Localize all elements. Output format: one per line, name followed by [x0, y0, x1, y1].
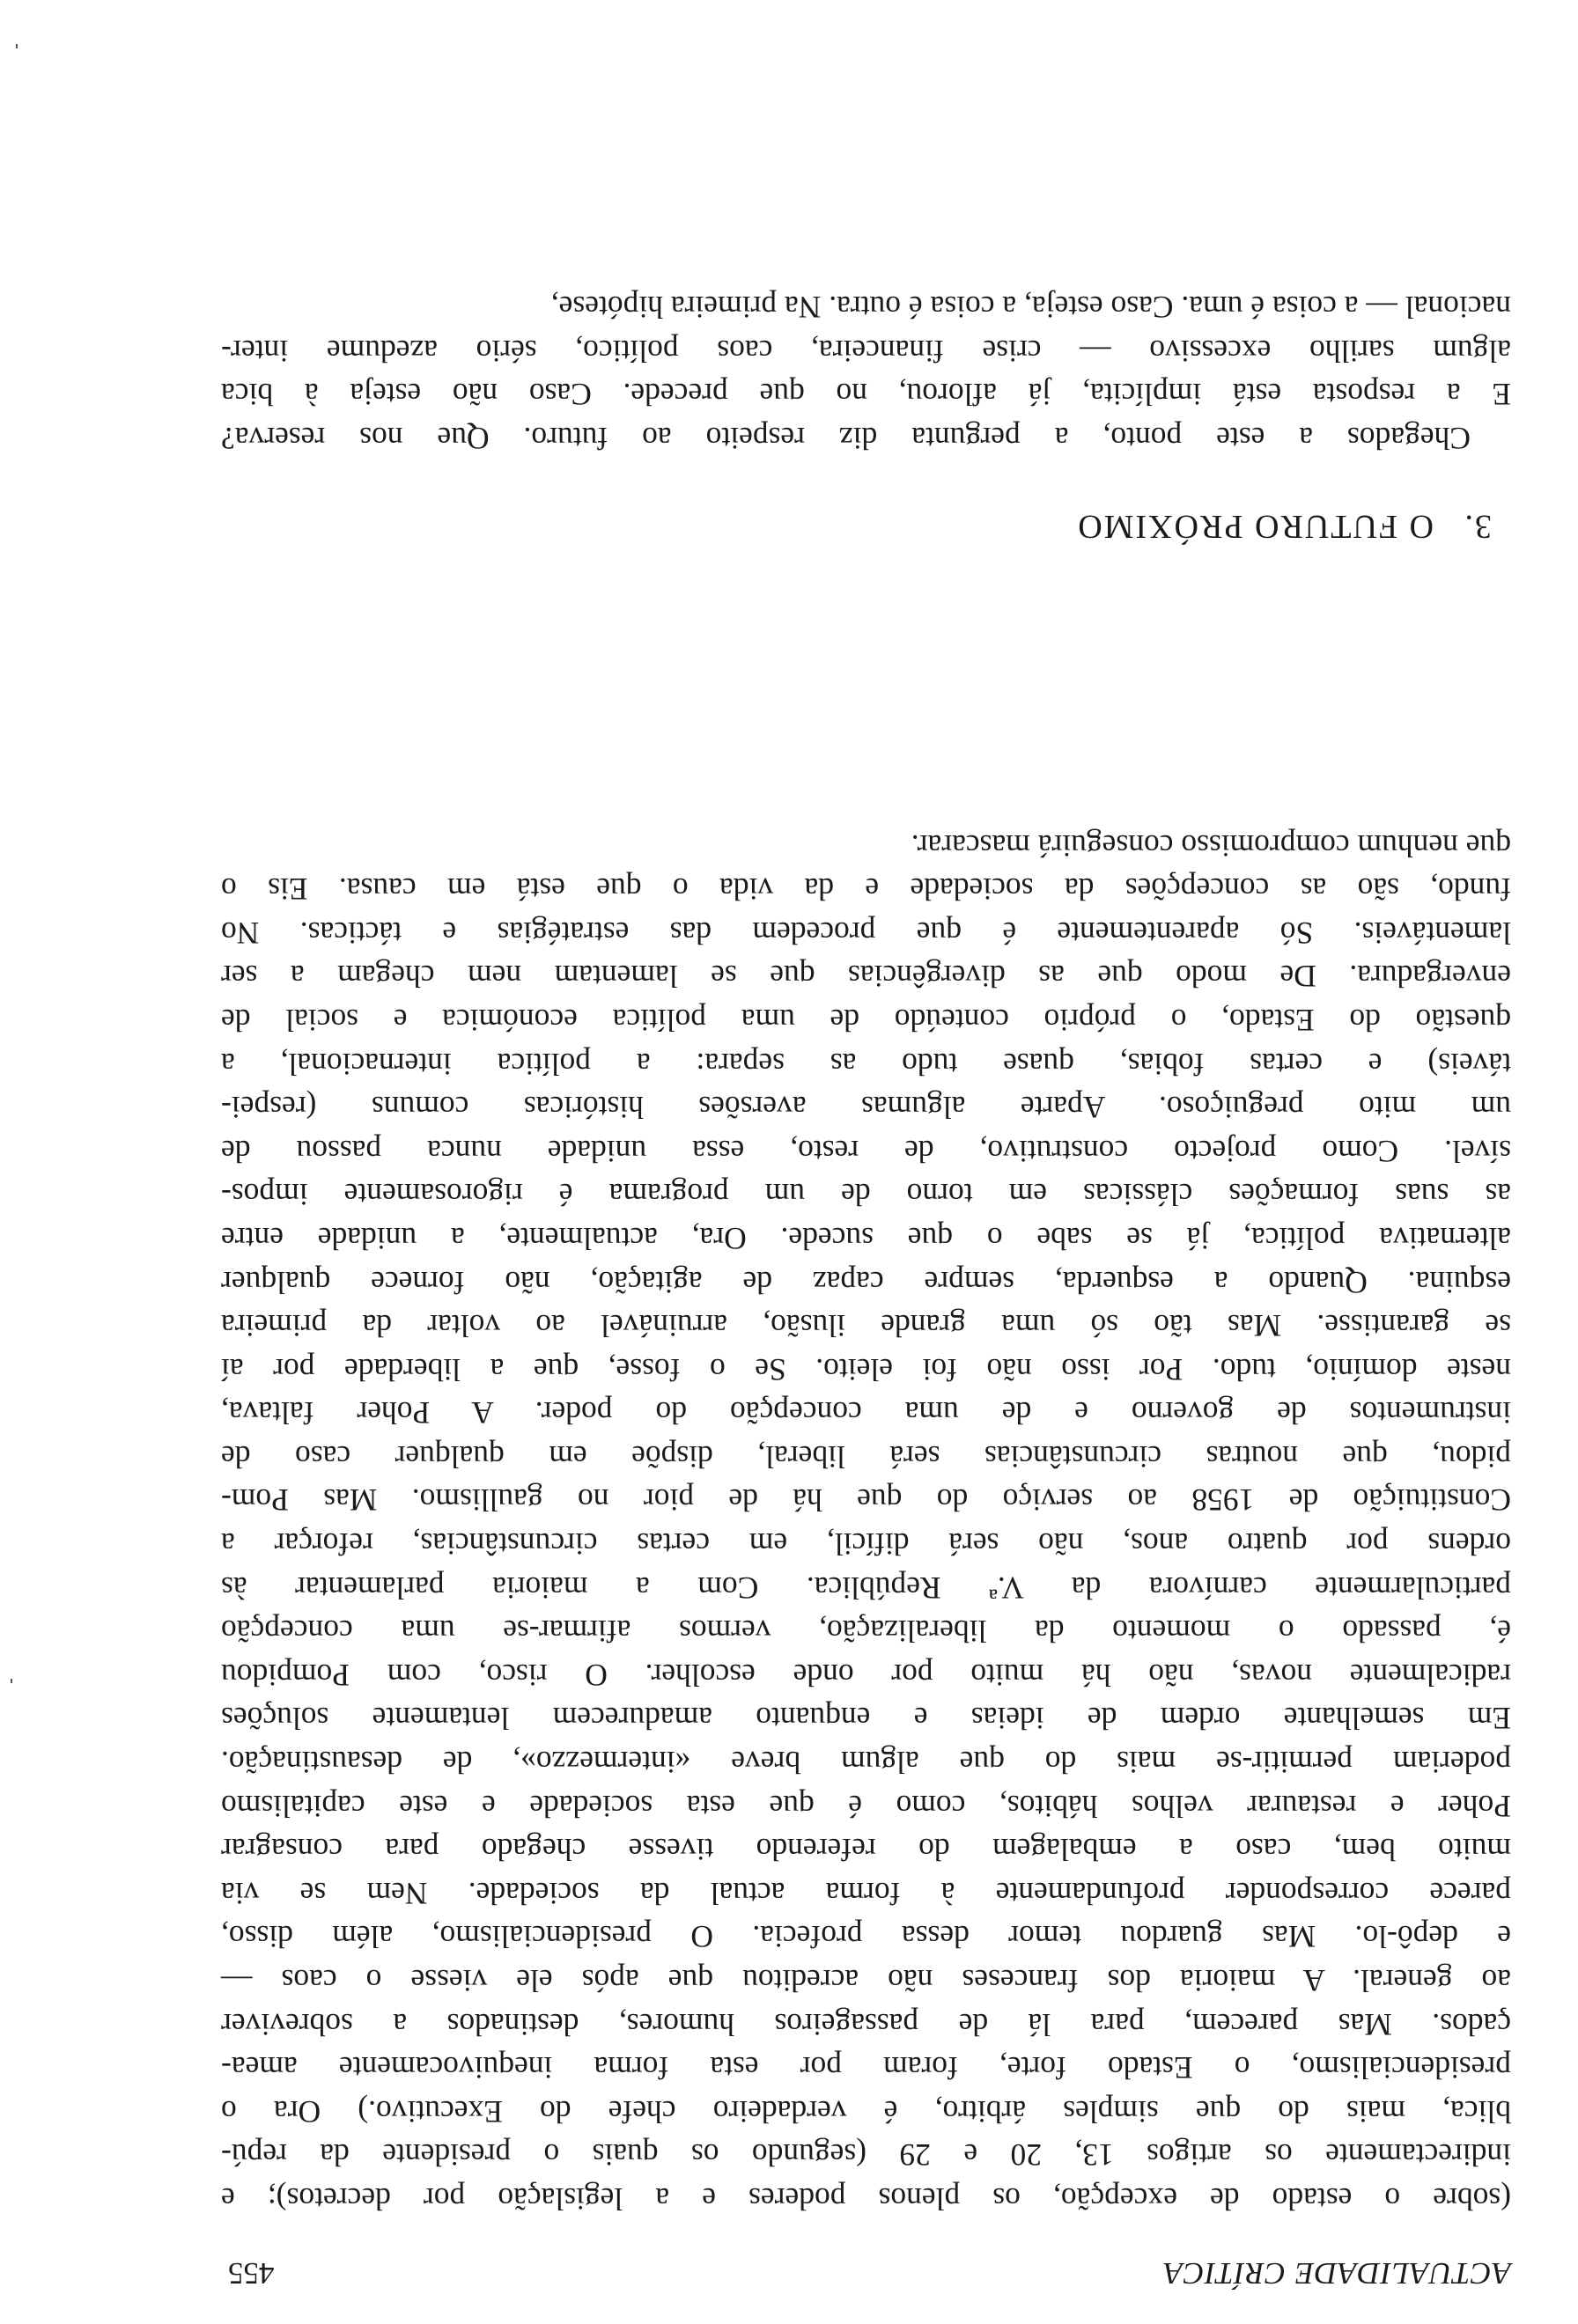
text-line: Em semelhante ordem de ideias e enquanto amadurecem lentamente soluções [221, 1701, 1511, 1737]
text-line: pidou, que noutras circunstâncias será liberal, dispõe em qualquer caso de [221, 1438, 1511, 1475]
text-line: as suas formações clássicas em torno de um programa é rigorosamente impos- [221, 1177, 1511, 1213]
text-line: Constituição de 1958 ao serviço do que há de pior no gaullismo. Mas Pom- [221, 1482, 1511, 1519]
text-line: questão do Estado, o próprio conteúdo de uma política económica e social de [221, 1002, 1511, 1038]
text-line: táveis) e certas fobias, quase tudo as separa: a política internacional, a [221, 1046, 1511, 1082]
text-line: esquina. Quando a esquerda, sempre capaz de agitação, não fornece qualquer [221, 1264, 1511, 1300]
text-line: Poher e restaurar velhos hábitos, como é que esta sociedade e este capitalismo [221, 1788, 1511, 1824]
scan-speck [11, 1679, 12, 1683]
text-line: neste domínio, tudo. Por isso não foi eleito. Se o fosse, que a liberdade por aí [221, 1351, 1511, 1387]
running-title: ACTUALIDADE CRÍTICA [1162, 2256, 1511, 2291]
text-line: sível. Como projecto construtivo, de resto, essa unidade nunca passou de [221, 1133, 1511, 1169]
section-number: 3. [1463, 508, 1492, 545]
section-heading [221, 507, 1511, 546]
text-line: (sobre o estado de excepção, os plenos poderes e a legislação por decretos); e [221, 2181, 1511, 2217]
text-line: particularmente carnívora da V.ª República. Com a maioria parlamentar às [221, 1570, 1511, 1606]
text-line: e depô-lo. Mas guardou temor dessa profecia. O presidencialismo, além disso, [221, 1919, 1511, 1955]
text-line: alternativa política, já se sabe o que sucede. Ora, actualmente, a unidade entre [221, 1220, 1511, 1256]
text-line: ordens por quatro anos, não será difícil, em certas circunstâncias, reforçar a [221, 1526, 1511, 1563]
text-line: é, passado o momento da liberalização, vermos afirmar-se uma concepção [221, 1614, 1511, 1650]
scan-speck [16, 44, 18, 48]
page-number: 455 [228, 2256, 275, 2291]
text-line: blica, mais do que simples árbitro, é verdadeiro chefe do Executivo.) Ora o [221, 2093, 1511, 2129]
text-line: ao general. A maioria dos franceses não acreditou que após ele viesse o caos — [221, 1963, 1511, 1999]
running-head [221, 2247, 1511, 2291]
text-line: se garantisse. Mas tão só uma grande ilusão, arruinável ao voltar da primeira [221, 1308, 1511, 1344]
text-line: poderiam permitir-se mais do que algum breve «intermezzo», de desaustinação. [221, 1745, 1511, 1781]
text-line: çados. Mas parecem, para lá de passageiros humores, destinados a sobreviver [221, 2006, 1511, 2042]
text-line: Chegados a este ponto, a pergunta diz respeito ao futuro. Que nos reserva? [221, 421, 1471, 456]
text-line: indirectamente os artigos 13, 20 e 29 (segundo os quais o presidente da repú- [221, 2137, 1511, 2173]
text-line: fundo, são as concepções da sociedade e da vida o que está em causa. Eis o [221, 872, 1511, 908]
text-line: E a resposta está implícita, já aflorou, no que precede. Caso não esteja à bica [221, 377, 1511, 413]
text-line: muito bem, caso a embalagem do referendo tivesse chegado para consagrar [221, 1832, 1511, 1868]
text-line: presidencialismo, o Estado forte, foram por esta forma inequivocamente amea- [221, 2050, 1511, 2086]
text-line: que nenhum compromisso conseguirá mascarar. [911, 827, 1511, 864]
text-line: radicalmente novas, não há muito por onde escolher. O risco, com Pompidou [221, 1657, 1511, 1693]
text-line: algum sarilho excessivo — crise financeira, caos político, sério azedume inter- [221, 333, 1511, 369]
text-line: nacional — a coisa é uma. Caso esteja, a coisa é outra. Na primeira hipótese, [550, 290, 1511, 326]
text-line: parece corresponder profundamente à forma actual da sociedade. Nem se via [221, 1875, 1511, 1911]
body-paragraph-1 [221, 823, 1511, 2220]
text-line: envergadura. De modo que as divergências que se lamentam nem chegam a ser [221, 959, 1511, 995]
text-line: um mito preguiçoso. Aparte algumas aversões históricas comuns (respei- [221, 1090, 1511, 1126]
text-line: lamentáveis. Só aparentemente é que procedem das estratégias e tácticas. No [221, 915, 1511, 951]
section-title: O FUTURO PRÓXIMO [1076, 508, 1434, 545]
text-line: instrumentos de governo e de uma concepção do poder. A Poher faltava, [221, 1395, 1511, 1431]
body-paragraph-2 [221, 285, 1511, 460]
